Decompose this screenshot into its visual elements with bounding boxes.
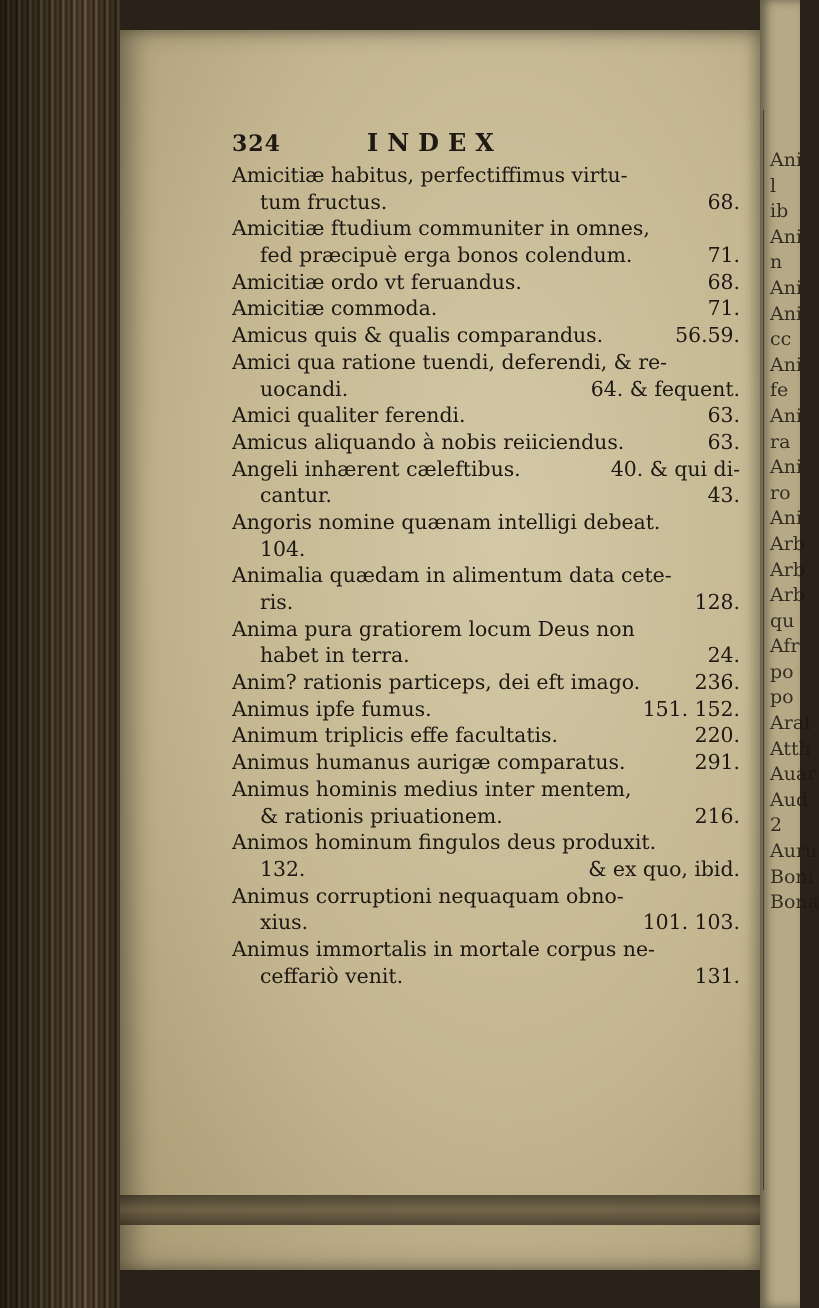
next-page-fragment: l <box>770 174 777 197</box>
entry-continuation <box>232 376 742 403</box>
entry-text: Amici qualiter ferendi. <box>232 403 466 428</box>
page-number: 324 <box>232 131 281 157</box>
entry-text: 104. <box>260 536 306 561</box>
entry-page-ref: 43. <box>707 483 740 508</box>
entry-page-ref <box>740 829 742 856</box>
index-column <box>232 128 742 989</box>
entry-text: ceffariò venit. <box>260 963 404 988</box>
next-page-fragment: po <box>770 686 794 709</box>
index-entry <box>232 402 742 429</box>
entry-page-ref: & ex quo, ibid. <box>588 856 740 881</box>
entry-headline <box>232 616 742 643</box>
entry-page-ref: 71. <box>707 296 740 321</box>
entry-text: Angeli inhærent cæleftibus. <box>232 456 521 481</box>
next-page-fragment: 2 <box>770 814 783 837</box>
entry-page-ref <box>740 616 742 643</box>
entry-continuation <box>232 536 742 563</box>
index-entry <box>232 616 742 669</box>
next-page-fragment: Arb <box>770 558 805 581</box>
next-page-fragment: po <box>770 660 794 683</box>
next-page-fragment: Ani <box>770 353 803 376</box>
index-entry <box>232 829 742 882</box>
entry-page-ref: 220. <box>694 723 740 748</box>
entry-text: Amicitiæ habitus, perfectiffimus virtu- <box>232 163 628 187</box>
entry-continuation <box>232 909 742 936</box>
entry-text: xius. <box>260 910 309 935</box>
entry-text: cantur. <box>260 483 333 508</box>
next-page-fragment: Ani <box>770 225 803 248</box>
next-page-fragment: Ani <box>770 404 803 427</box>
entry-page-ref <box>740 349 742 376</box>
entry-text: Amicus quis & qualis comparandus. <box>232 323 604 348</box>
entry-headline <box>232 162 742 189</box>
entry-text: Animus humanus aurigæ comparatus. <box>232 750 626 775</box>
next-page-fragment: Ani <box>770 276 803 299</box>
entry-text: Animus ipfe fumus. <box>232 696 432 721</box>
entry-page-ref: 68. <box>707 269 740 294</box>
next-page-edge <box>763 110 764 1190</box>
index-entry <box>232 215 742 268</box>
entry-headline <box>232 749 742 776</box>
entry-continuation <box>232 189 742 216</box>
next-page-fragment: cc <box>770 328 792 351</box>
index-entry <box>232 696 742 723</box>
book-gutter <box>0 0 120 1308</box>
entry-page-ref <box>740 936 742 963</box>
next-page-fragment: Arat <box>770 712 812 735</box>
next-page-fragment: Aud <box>770 788 809 811</box>
entry-page-ref <box>740 536 742 563</box>
next-page-sliver <box>760 0 819 1308</box>
entry-text: Animalia quædam in alimentum data cete- <box>232 563 672 588</box>
entry-page-ref: 151. 152. <box>642 696 740 721</box>
entry-page-ref: 131. <box>694 963 740 988</box>
entry-headline <box>232 269 742 296</box>
entry-headline <box>232 883 742 910</box>
entry-page-ref <box>740 215 742 242</box>
index-entries <box>232 162 742 989</box>
entry-page-ref: 71. <box>707 243 740 268</box>
index-entry <box>232 269 742 296</box>
entry-continuation <box>232 642 742 669</box>
entry-text: fed præcipuè erga bonos colendum. <box>260 243 633 268</box>
entry-continuation <box>232 963 742 990</box>
next-page-fragment: Arb <box>770 584 805 607</box>
next-page-fragment: ro <box>770 481 791 504</box>
page-bottom-shadow <box>120 1195 760 1225</box>
index-entry <box>232 349 742 402</box>
entry-headline <box>232 509 742 536</box>
entry-continuation <box>232 589 742 616</box>
index-entry <box>232 883 742 936</box>
entry-text: ris. <box>260 590 294 614</box>
next-page-fragment: fe <box>770 379 789 402</box>
entry-headline <box>232 669 742 696</box>
index-entry <box>232 669 742 696</box>
next-page-fragment: Auar <box>770 763 817 786</box>
entry-headline <box>232 429 742 456</box>
entry-page-ref: 291. <box>694 750 740 775</box>
entry-text: Anima pura gratiorem locum Deus non <box>232 616 635 641</box>
entry-text: Angoris nomine quænam intelligi debeat. <box>232 509 661 534</box>
entry-text: Amicus aliquando à nobis reiiciendus. <box>232 429 625 454</box>
index-entry <box>232 936 742 989</box>
next-page-fragment: ib <box>770 200 789 223</box>
entry-headline <box>232 776 742 803</box>
entry-page-ref: 216. <box>694 803 740 828</box>
entry-headline <box>232 936 742 963</box>
index-entry <box>232 322 742 349</box>
index-entry <box>232 162 742 215</box>
index-entry <box>232 509 742 562</box>
entry-page-ref <box>740 162 742 189</box>
next-page-fragment: Boni <box>770 865 814 888</box>
entry-page-ref: 63. <box>707 429 740 454</box>
entry-text: Animus immortalis in mortale corpus ne- <box>232 936 655 961</box>
entry-text: & rationis priuationem. <box>260 803 503 828</box>
entry-page-ref: 64. & fequent. <box>590 376 740 401</box>
entry-text: Animus corruptioni nequaquam obno- <box>232 883 624 908</box>
entry-text: 132. <box>260 856 306 881</box>
entry-headline <box>232 456 742 483</box>
next-page-fragment: ra <box>770 430 791 453</box>
entry-headline <box>232 829 742 856</box>
index-entry <box>232 749 742 776</box>
index-entry <box>232 456 742 509</box>
entry-headline <box>232 402 742 429</box>
entry-page-ref: 236. <box>694 670 740 695</box>
entry-headline <box>232 322 742 349</box>
running-head-title: INDEX <box>367 128 503 157</box>
entry-page-ref: 40. & qui di- <box>610 456 740 481</box>
entry-headline <box>232 295 742 322</box>
index-entry <box>232 295 742 322</box>
entry-text: Animus hominis medius inter mentem, <box>232 776 632 801</box>
next-page-fragments <box>770 148 819 916</box>
entry-text: Animum triplicis effe facultatis. <box>232 723 559 748</box>
next-page-fragment: Atth <box>770 737 811 760</box>
entry-page-ref: 63. <box>707 403 740 428</box>
entry-continuation <box>232 803 742 830</box>
entry-page-ref: 101. 103. <box>642 910 740 935</box>
next-page-fragment: Ani <box>770 507 803 530</box>
entry-text: tum fructus. <box>260 189 388 214</box>
entry-continuation <box>232 242 742 269</box>
index-entry <box>232 722 742 749</box>
entry-page-ref: 68. <box>707 189 740 214</box>
entry-headline <box>232 696 742 723</box>
entry-page-ref: 56.59. <box>675 323 740 348</box>
entry-headline <box>232 722 742 749</box>
entry-text: Amicitiæ ftudium communiter in omnes, <box>232 216 650 241</box>
entry-page-ref <box>740 562 742 589</box>
next-page-fragment: Ani <box>770 302 803 325</box>
entry-continuation <box>232 856 742 883</box>
next-page-fragment: Ani <box>770 149 803 171</box>
entry-continuation <box>232 482 742 509</box>
next-page-fragment: Bona <box>770 891 819 914</box>
entry-page-ref: 24. <box>707 643 740 668</box>
next-page-fragment: Afr <box>770 635 800 658</box>
index-entry <box>232 776 742 829</box>
entry-text: habet in terra. <box>260 643 410 668</box>
next-page-fragment: Ani <box>770 456 803 479</box>
index-entry <box>232 562 742 615</box>
next-page-fragment: qu <box>770 609 795 632</box>
entry-headline <box>232 215 742 242</box>
running-header <box>232 128 742 162</box>
entry-page-ref <box>740 883 742 910</box>
index-entry <box>232 429 742 456</box>
entry-headline <box>232 349 742 376</box>
entry-text: Amicitiæ commoda. <box>232 296 438 321</box>
entry-text: Animos hominum fingulos deus produxit. <box>232 830 657 855</box>
entry-page-ref: 128. <box>694 590 740 614</box>
next-page-fragment: n <box>770 251 783 274</box>
next-page-fragment: Arb <box>770 532 805 555</box>
entry-text: uocandi. <box>260 376 349 401</box>
entry-page-ref <box>740 776 742 803</box>
entry-headline <box>232 562 742 589</box>
entry-page-ref <box>740 509 742 536</box>
next-page-fragment: Auru <box>770 840 818 863</box>
entry-text: Anim? rationis particeps, dei eft imago. <box>232 670 641 695</box>
entry-text: Amici qua ratione tuendi, deferendi, & re- <box>232 349 668 374</box>
entry-text: Amicitiæ ordo vt feruandus. <box>232 269 522 294</box>
